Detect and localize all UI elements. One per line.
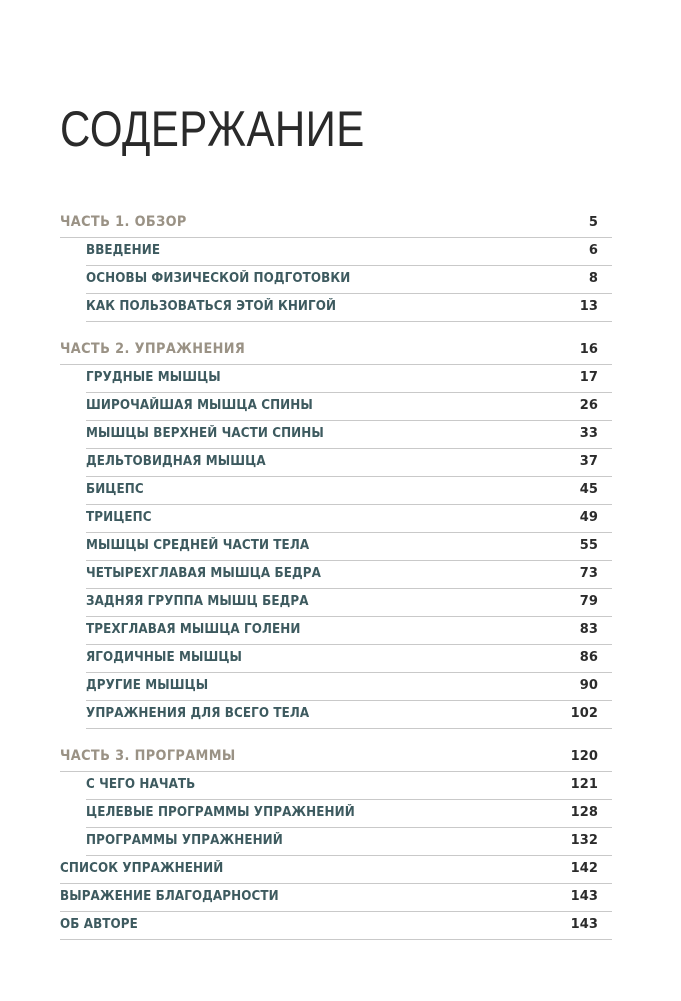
section-gap [60,729,612,744]
toc-entry-label: ДРУГИЕ МЫШЦЫ [86,678,209,693]
toc-end-entry[interactable] [60,884,612,912]
toc-entry-label: С ЧЕГО НАЧАТЬ [86,777,196,792]
toc-entry-label: ТРИЦЕПС [86,510,152,525]
toc-entry[interactable] [86,645,612,673]
toc-entry-page-number: 73 [579,566,598,581]
toc-part-heading-label: ЧАСТЬ 1. ОБЗОР [60,214,187,230]
toc-entry[interactable] [86,238,612,266]
toc-end-entry-label: СПИСОК УПРАЖНЕНИЙ [60,861,224,876]
page-title: СОДЕРЖАНИЕ [60,101,365,157]
toc-end-entry[interactable] [60,912,612,940]
toc-entry[interactable] [86,772,612,800]
toc-entry-label: ВВЕДЕНИЕ [86,243,161,258]
toc-entry-page-number: 132 [570,833,598,848]
toc-entry[interactable] [86,800,612,828]
toc-entry-page-number: 6 [588,243,598,258]
toc-entry-label: МЫШЦЫ СРЕДНЕЙ ЧАСТИ ТЕЛА [86,538,310,553]
toc-entry-page-number: 90 [579,678,598,693]
toc-end-entry[interactable] [60,856,612,884]
toc-part-heading-page-number: 16 [579,342,598,357]
toc-entry[interactable] [86,477,612,505]
toc-entry-label: ШИРОЧАЙШАЯ МЫШЦА СПИНЫ [86,398,313,413]
toc-entry-page-number: 55 [579,538,598,553]
toc-entry[interactable] [86,449,612,477]
toc-entry[interactable] [86,421,612,449]
toc-entry-label: ЦЕЛЕВЫЕ ПРОГРАММЫ УПРАЖНЕНИЙ [86,805,355,820]
toc-entry-page-number: 8 [588,271,598,286]
toc-entry-label: ОСНОВЫ ФИЗИЧЕСКОЙ ПОДГОТОВКИ [86,271,351,286]
toc-entry-label: БИЦЕПС [86,482,144,497]
toc-part-heading[interactable] [60,210,612,238]
toc-entry-label: ГРУДНЫЕ МЫШЦЫ [86,370,221,385]
toc-entry[interactable] [86,294,612,322]
toc-entry-label: ЗАДНЯЯ ГРУППА МЫШЦ БЕДРА [86,594,309,609]
toc-entry-label: ПРОГРАММЫ УПРАЖНЕНИЙ [86,833,283,848]
toc-part-heading[interactable] [60,744,612,772]
toc-part-heading-label: ЧАСТЬ 2. УПРАЖНЕНИЯ [60,341,246,357]
toc-entry-page-number: 13 [579,299,598,314]
toc-entry[interactable] [86,589,612,617]
toc-entry-page-number: 45 [579,482,598,497]
toc-entry-page-number: 17 [579,370,598,385]
toc-end-entry-page-number: 143 [570,917,598,932]
toc-entry-page-number: 37 [579,454,598,469]
toc-entry-page-number: 128 [570,805,598,820]
toc-entry-label: ТРЕХГЛАВАЯ МЫШЦА ГОЛЕНИ [86,622,301,637]
toc-entry-page-number: 79 [579,594,598,609]
toc-entry[interactable] [86,393,612,421]
toc-entry[interactable] [86,701,612,729]
toc-part-heading-page-number: 120 [570,749,598,764]
toc-entry-label: КАК ПОЛЬЗОВАТЬСЯ ЭТОЙ КНИГОЙ [86,299,337,314]
toc-end-entry-page-number: 142 [570,861,598,876]
toc-entry[interactable] [86,561,612,589]
section-gap [60,322,612,337]
toc-part-heading[interactable] [60,337,612,365]
toc-entry[interactable] [86,617,612,645]
toc-entry[interactable] [86,828,612,856]
toc-entry-label: МЫШЦЫ ВЕРХНЕЙ ЧАСТИ СПИНЫ [86,426,324,441]
toc-entry-page-number: 102 [570,706,598,721]
toc-end-entry-page-number: 143 [570,889,598,904]
toc-entry-page-number: 49 [579,510,598,525]
toc-part-heading-page-number: 5 [588,215,598,230]
toc-entry[interactable] [86,365,612,393]
toc-end-entry-label: ВЫРАЖЕНИЕ БЛАГОДАРНОСТИ [60,889,279,904]
toc-entry-page-number: 26 [579,398,598,413]
toc-entry[interactable] [86,533,612,561]
toc-entry[interactable] [86,266,612,294]
toc-entry[interactable] [86,505,612,533]
toc-entry-page-number: 83 [579,622,598,637]
toc-entry[interactable] [86,673,612,701]
toc-entry-label: ЯГОДИЧНЫЕ МЫШЦЫ [86,650,242,665]
toc-entry-page-number: 33 [579,426,598,441]
toc-part-heading-label: ЧАСТЬ 3. ПРОГРАММЫ [60,748,236,764]
toc-entry-label: ЧЕТЫРЕХГЛАВАЯ МЫШЦА БЕДРА [86,566,321,581]
toc-end-entry-label: ОБ АВТОРЕ [60,917,138,932]
table-of-contents [60,210,612,940]
toc-entry-label: УПРАЖНЕНИЯ ДЛЯ ВСЕГО ТЕЛА [86,706,310,721]
toc-entry-page-number: 86 [579,650,598,665]
toc-entry-label: ДЕЛЬТОВИДНАЯ МЫШЦА [86,454,266,469]
toc-entry-page-number: 121 [570,777,598,792]
